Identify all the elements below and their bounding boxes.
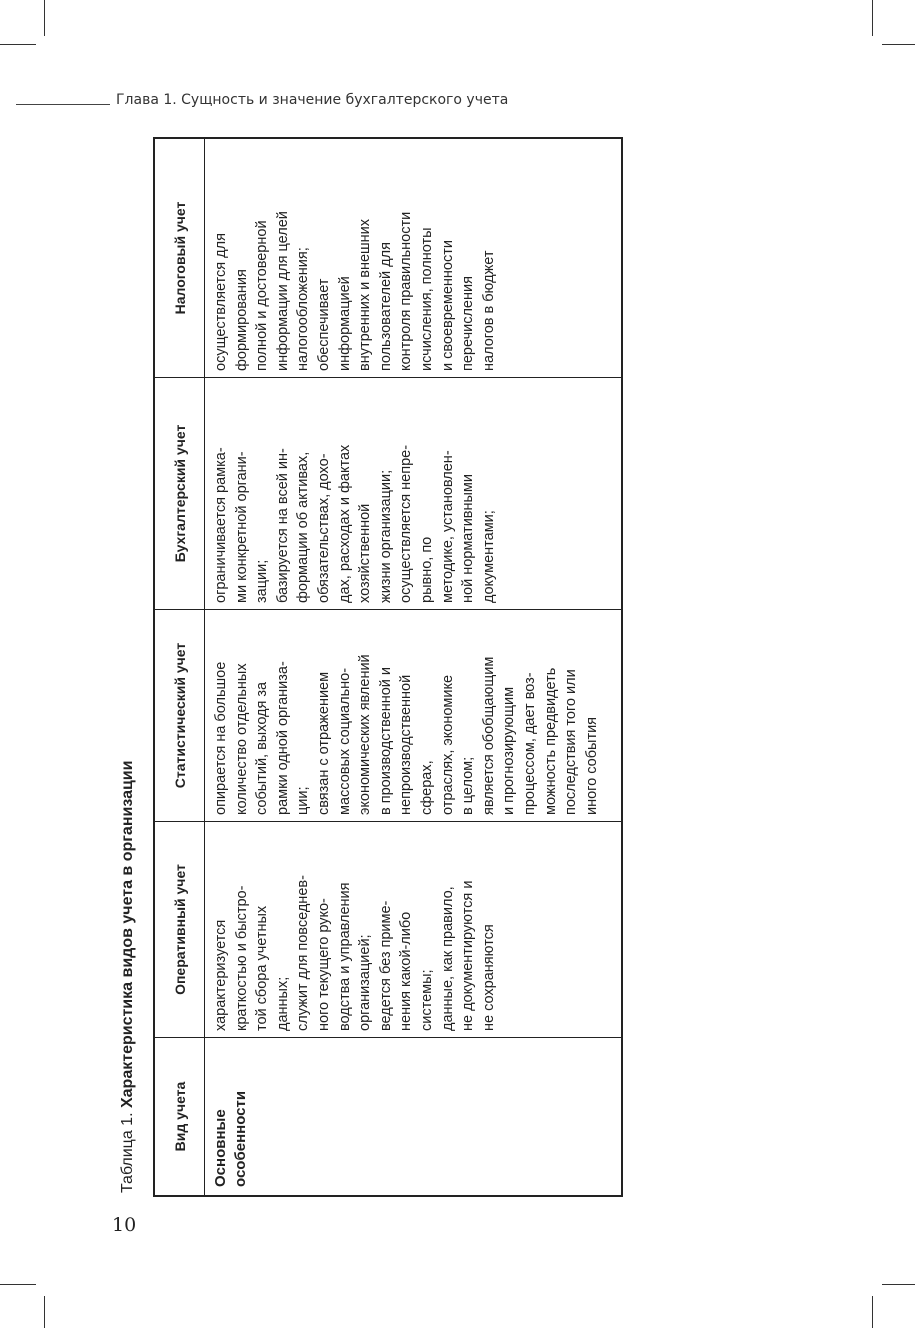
table-cell-line: формации об активах,	[295, 451, 312, 603]
table-cell-line: последствия того или	[563, 669, 580, 815]
table-cell-line: является обобщающим	[480, 656, 497, 815]
table-cell-line: не документируются и	[460, 880, 477, 1031]
table-cell-line: осуществляется непре-	[398, 444, 415, 603]
row-header-line: Основные	[212, 1109, 229, 1187]
running-head-text: Глава 1. Сущность и значение бухгалтерского учета	[116, 92, 509, 108]
table-header-cell: Вид учета	[155, 1037, 205, 1195]
table-cell-line: полной и достоверной	[254, 220, 271, 371]
table-cell-line: отраслях, экономике	[439, 674, 456, 815]
table-cell-line: данные, как правило,	[439, 886, 456, 1031]
table-cell-line: служит для повседнев-	[295, 875, 312, 1031]
running-head-rule	[16, 104, 110, 105]
caption-title: Характеристика видов учета в организации	[119, 760, 136, 1109]
table-cell-line: организацией;	[357, 934, 374, 1031]
table-cell-line: опирается на большое	[213, 661, 229, 815]
row-header-cell	[205, 1037, 621, 1195]
running-head	[16, 92, 516, 108]
table-cell-line: в целом;	[460, 756, 477, 815]
table-cell-line: рамки одной организа-	[274, 661, 291, 815]
table-cell-line: ми конкретной органи-	[233, 451, 250, 603]
caption-label: Таблица 1.	[119, 1112, 136, 1193]
page-number: 10	[112, 1214, 137, 1236]
table-cell-line: ции;	[295, 786, 312, 815]
crop-mark	[0, 1284, 36, 1285]
crop-mark	[44, 0, 45, 36]
table-cell-line: ной нормативными	[460, 474, 477, 603]
table-header-cell: Бухгалтерский учет	[155, 377, 205, 609]
table-cell	[205, 609, 621, 821]
table-cell-line: осуществляется для	[213, 233, 229, 371]
table-cell-line: контроля правильности	[398, 211, 415, 371]
table-cell-line: ного текущего руко-	[315, 898, 332, 1031]
table-cell-line: информацией	[336, 276, 353, 371]
table-cell-line: ограничивается рамка-	[213, 447, 229, 603]
rotated-table-block	[113, 135, 625, 1197]
table-cell-line: налогообложения;	[295, 247, 312, 371]
table-cell-line: количество отдельных	[233, 663, 250, 815]
table-cell-line: и прогнозирующим	[501, 686, 518, 815]
crop-mark	[872, 0, 873, 36]
table-cell-line: перечисления	[460, 276, 477, 371]
table-cell-line: событий, выходя за	[254, 681, 271, 815]
table-cell-line: информации для целей	[274, 211, 291, 371]
accounting-types-table	[153, 137, 623, 1197]
table-cell-line: исчисления, полноты	[418, 227, 435, 371]
table-cell-line: пользователей для	[377, 242, 394, 371]
table-cell-line: характеризуется	[213, 919, 229, 1031]
table-cell-line: процессом, дает воз-	[521, 672, 538, 815]
table-cell-line: не сохраняются	[480, 924, 497, 1031]
crop-mark	[44, 1296, 45, 1328]
table-cell-line: методике, установлен-	[439, 450, 456, 603]
table-cell	[205, 377, 621, 609]
table-cell-line: ведется без приме-	[377, 900, 394, 1031]
crop-mark	[882, 44, 915, 45]
table-cell-line: и своевременности	[439, 240, 456, 371]
table-cell-line: непроизводственной	[398, 674, 415, 815]
table-cell-line: водства и управления	[336, 882, 353, 1031]
table-cell-line: нения какой-либо	[398, 911, 415, 1031]
table-cell-line: той сбора учетных	[254, 905, 271, 1031]
table-cell-line: внутренних и внешних	[357, 218, 374, 371]
crop-mark	[882, 1284, 915, 1285]
table-cell-line: экономических явлений	[357, 654, 374, 815]
table-cell-line: документами;	[480, 510, 497, 603]
table-cell-line: хозяйственной	[357, 503, 374, 603]
table-cell-line: обязательствах, дохо-	[315, 453, 332, 603]
table-cell-line: сферах,	[418, 760, 435, 815]
table-cell-line: массовых социально-	[336, 667, 353, 815]
table-cell-line: жизни организации;	[377, 469, 394, 603]
table-cell-line: иного события	[583, 716, 600, 815]
table-caption	[113, 761, 143, 1193]
table-cell-line: системы;	[418, 969, 435, 1031]
table-cell	[205, 821, 621, 1037]
crop-mark	[872, 1296, 873, 1328]
table-cell-line: в производственной и	[377, 666, 394, 815]
crop-mark	[0, 44, 36, 45]
table-cell-line: формирования	[233, 269, 250, 371]
table-cell-line: данных;	[274, 976, 291, 1031]
table-cell-line: обеспечивает	[315, 278, 332, 371]
table-cell-line: краткостью и быстро-	[233, 885, 250, 1031]
table-cell-line: базируется на всей ин-	[274, 448, 291, 603]
table-header-cell: Налоговый учет	[155, 139, 205, 377]
table-cell	[205, 139, 621, 377]
table-cell-line: связан с отражением	[315, 671, 332, 815]
table-cell-line: зации;	[254, 559, 271, 603]
table-header-cell: Оперативный учет	[155, 821, 205, 1037]
table-cell-line: дах, расходах и фактах	[336, 444, 353, 603]
row-header-line: особенности	[232, 1090, 249, 1187]
table-cell-line: можность предвидеть	[542, 667, 559, 815]
table-cell-line: налогов в бюджет	[480, 250, 497, 371]
table-cell-line: рывно, по	[418, 536, 435, 603]
table-header-cell: Статистический учет	[155, 609, 205, 821]
